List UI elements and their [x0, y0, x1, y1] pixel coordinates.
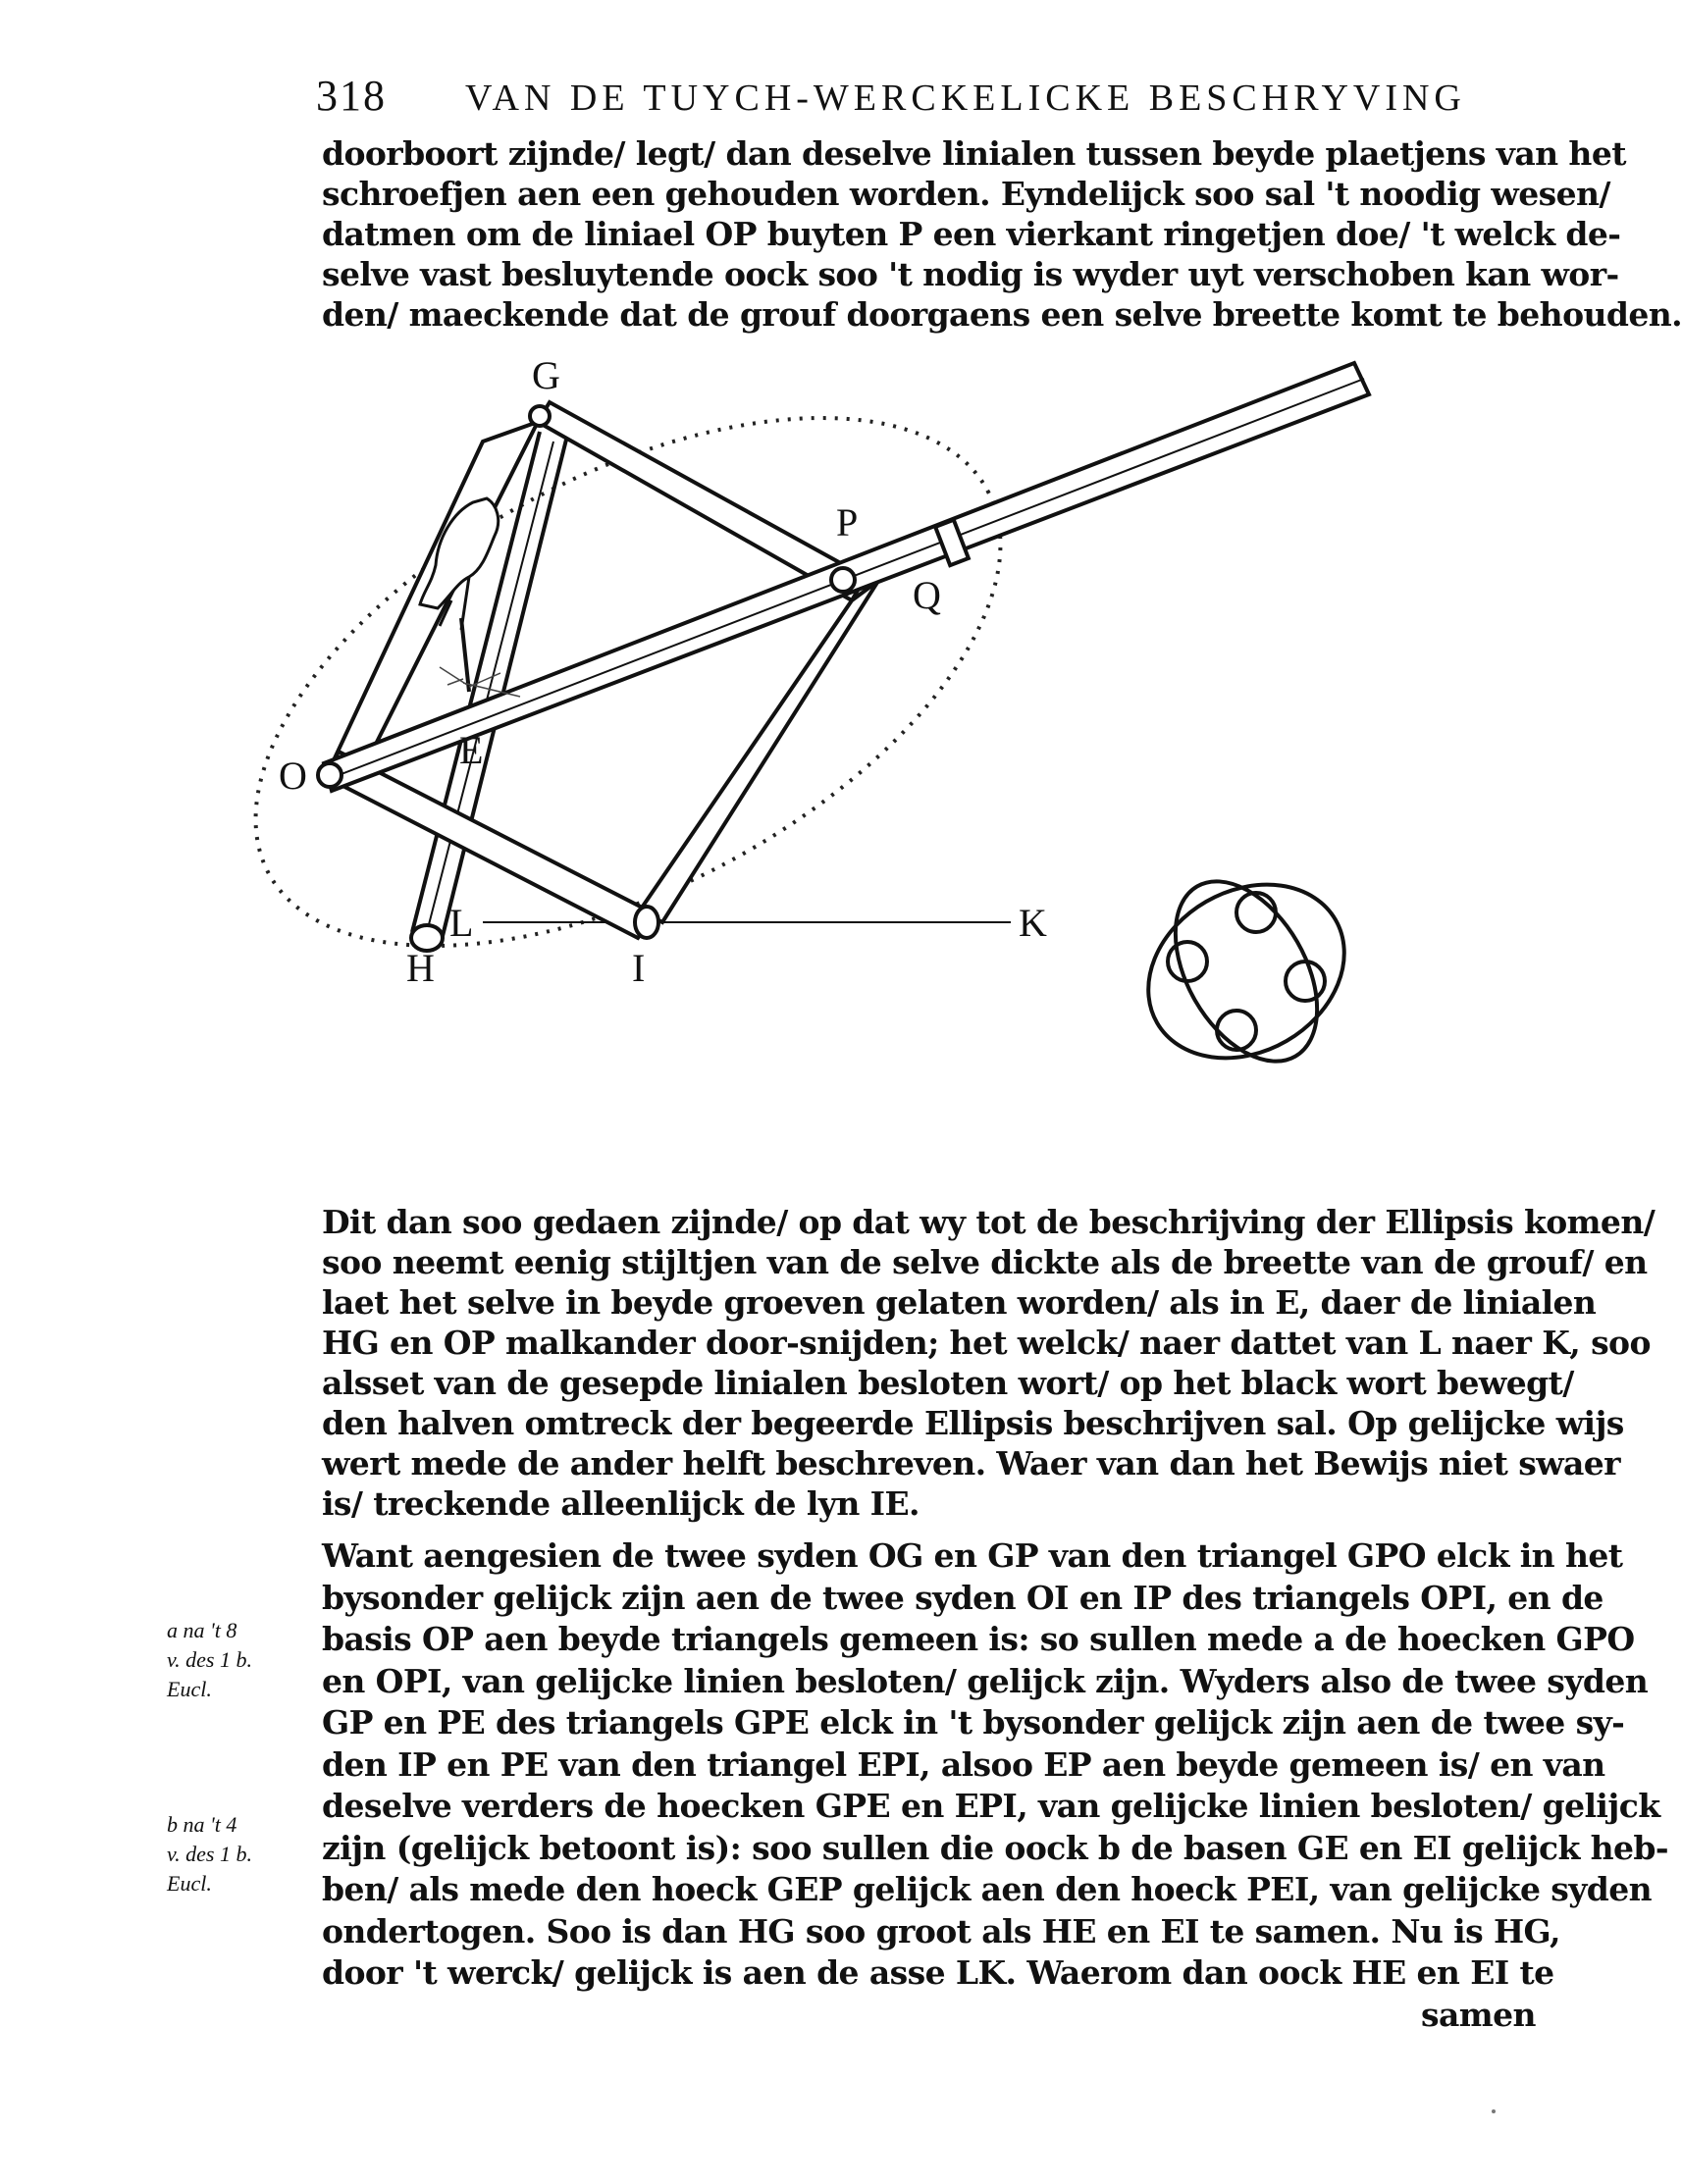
pivot-i	[635, 907, 658, 938]
text-line: wert mede de ander helft beschreven. Waer van dan het Bewijs niet swaer	[322, 1444, 1620, 1482]
text-line: den halven omtreck der begeerde Ellipsis beschrijven sal. Op gelijcke wijs	[322, 1404, 1624, 1442]
label-e: E	[459, 728, 484, 772]
paragraph-construction	[322, 1202, 1656, 1524]
label-o: O	[279, 754, 307, 798]
catchword: samen	[1421, 1995, 1536, 2034]
hand-holding-stylus-icon	[420, 498, 520, 697]
running-title: VAN DE TUYCH-WERCKELICKE BESCHRYVING	[465, 78, 1466, 119]
text-line: door 't werck/ gelijck is aen de asse LK. Waerom dan oock HE en EI te	[322, 1953, 1554, 1992]
text-line: den/ maeckende dat de grouf doorgaens een selve breette komt te behouden.	[322, 295, 1682, 334]
label-h: H	[406, 946, 435, 990]
page-number: 318	[316, 72, 387, 120]
text-line: doorboort zijnde/ legt/ dan deselve linialen tussen beyde plaetjens van het	[322, 134, 1626, 173]
text-line: selve vast besluytende oock soo 't nodig is wyder uyt verschoben kan wor-	[322, 255, 1619, 293]
label-k: K	[1019, 901, 1047, 945]
text-line: den IP en PE van den triangel EPI, alsoo EP aen beyde gemeen is/ en van	[322, 1744, 1605, 1784]
paragraph-proof	[322, 1535, 1668, 2036]
pivot-g	[530, 406, 550, 426]
text-line: ben/ als mede den hoeck GEP gelijck aen den hoeck PEI, van gelijcke syden	[322, 1870, 1653, 1908]
text-line: schroefjen aen een gehouden worden. Eyndelijck soo sal 't noodig wesen/	[322, 175, 1610, 213]
margin-note-line: b na 't 4	[167, 1812, 237, 1837]
label-q: Q	[913, 573, 941, 617]
margin-note-line: v. des 1 b.	[167, 1647, 252, 1672]
margin-note-b	[167, 1810, 252, 1898]
margin-note-line: Eucl.	[167, 1871, 212, 1896]
text-line: ondertogen. Soo is dan HG soo groot als HE en EI te samen. Nu is HG,	[322, 1911, 1560, 1950]
dotted-ellipse-path	[172, 309, 1084, 1055]
pivot-p	[831, 568, 855, 592]
margin-note-a	[167, 1616, 252, 1704]
text-line: bysonder gelijck zijn aen de twee syden OI en IP des triangels OPI, en de	[322, 1578, 1603, 1617]
frame-oi	[326, 752, 656, 938]
text-line: basis OP aen beyde triangels gemeen is: so sullen mede a de hoecken GPO	[322, 1620, 1635, 1658]
label-g: G	[532, 353, 560, 397]
paragraph-intro	[322, 133, 1682, 335]
text-line: Want aengesien de twee syden OG en GP van den triangel GPO elck in het	[322, 1536, 1623, 1575]
text-line: zijn (gelijck betoont is): soo sullen die oock b de basen GE en EI gelijck heb-	[322, 1828, 1668, 1867]
text-line: HG en OP malkander door-snijden; het welck/ naer dattet van L naer K, soo	[322, 1324, 1651, 1362]
margin-note-line: v. des 1 b.	[167, 1842, 252, 1866]
text-line: en OPI, van gelijcke linien besloten/ gelijck zijn. Wyders also de twee syden	[322, 1661, 1649, 1700]
running-header	[316, 71, 1543, 130]
text-line: alsset van de gesepde linialen besloten wort/ op het black wort bewegt/	[322, 1364, 1574, 1402]
text-line: is/ treckende alleenlijck de lyn IE.	[322, 1484, 920, 1523]
label-p: P	[836, 500, 859, 545]
text-line: laet het selve in beyde groeven gelaten worden/ als in E, daer de linialen	[322, 1283, 1597, 1322]
text-line: GP en PE des triangels GPE elck in 't bysonder gelijck zijn aen de twee sy-	[322, 1703, 1625, 1742]
pivot-o	[318, 763, 342, 787]
label-i: I	[632, 946, 646, 990]
margin-note-line: Eucl.	[167, 1677, 212, 1701]
ellipsograph-figure	[279, 353, 1570, 1138]
label-l: L	[449, 901, 474, 945]
text-line: deselve verders de hoecken GPE en EPI, van gelijcke linien besloten/ gelijck	[322, 1787, 1660, 1825]
text-line: datmen om de liniael OP buyten P een vierkant ringetjen doe/ 't welck de-	[322, 215, 1621, 253]
text-line: soo neemt eenig stijltjen van de selve dickte als de breette van de grouf/ en	[322, 1243, 1648, 1281]
margin-note-line: a na 't 8	[167, 1618, 237, 1642]
paper-speck	[1492, 2109, 1496, 2113]
text-line: Dit dan soo gedaen zijnde/ op dat wy tot de beschrijving der Ellipsis komen/	[322, 1203, 1656, 1241]
looped-ellipse-ornament	[1117, 850, 1376, 1092]
